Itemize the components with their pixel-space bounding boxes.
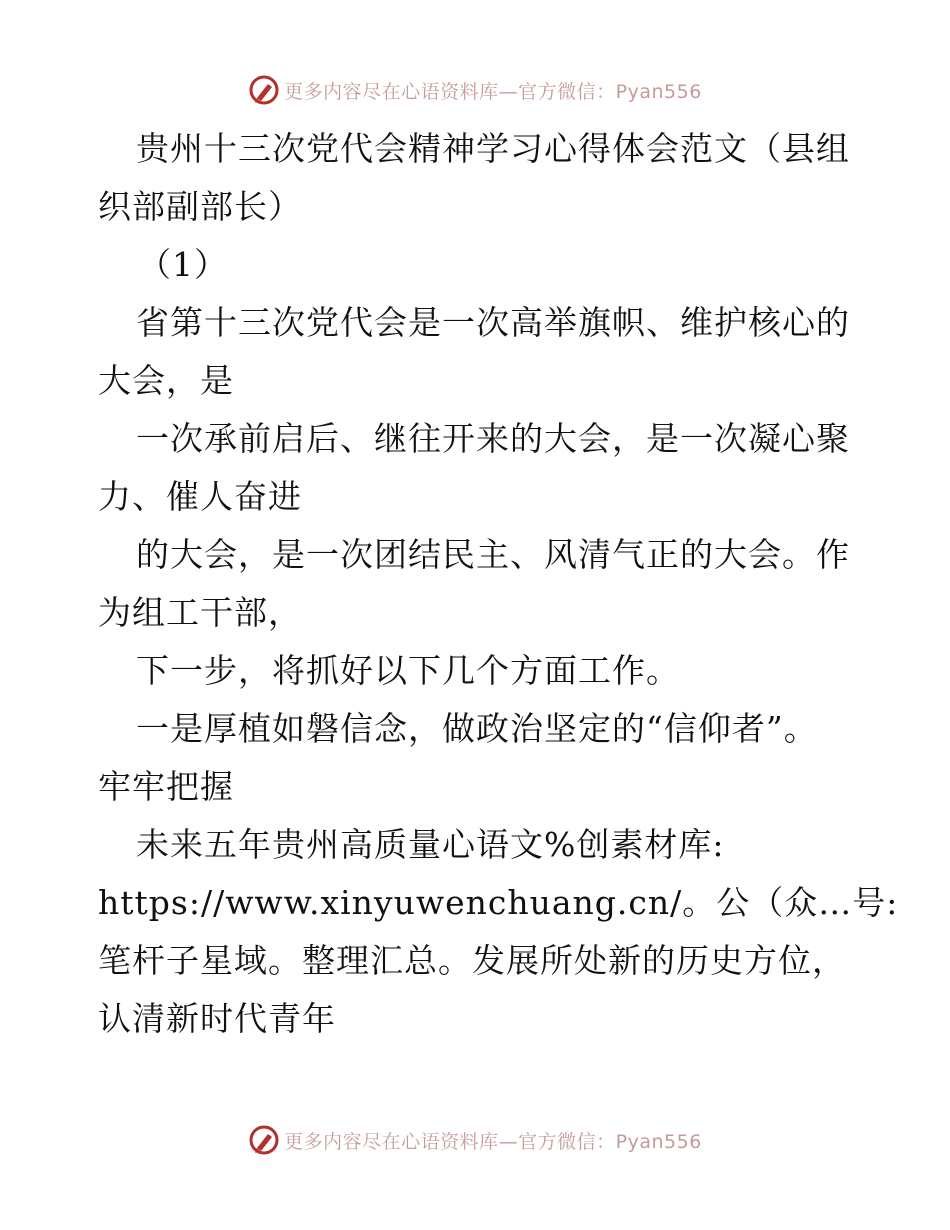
paragraph-line: 未来五年贵州高质量心语文%创素材库:	[136, 825, 725, 864]
paragraph-line: 一是厚植如磐信念，做政治坚定的“信仰者”。	[136, 709, 818, 748]
footer-banner	[0, 1120, 950, 1160]
title-line-2: 织部副部长）	[98, 187, 302, 226]
paragraph-line: 为组工干部，	[98, 593, 302, 632]
paragraph-line: 省第十三次党代会是一次高举旗帜、维护核心的	[136, 303, 850, 342]
pen-logo-icon	[248, 1124, 280, 1156]
paragraph-line: 大会，是	[98, 361, 234, 400]
header-text: 更多内容尽在心语资料库—官方微信：Pyan556	[284, 80, 702, 103]
section-number: （1）	[138, 245, 228, 284]
paragraph-line: 力、催人奋进	[98, 477, 302, 516]
paragraph-line: 一次承前启后、继往开来的大会，是一次凝心聚	[136, 419, 850, 458]
footer-text: 更多内容尽在心语资料库—官方微信：Pyan556	[284, 1130, 702, 1153]
paragraph-line: 下一步，将抓好以下几个方面工作。	[136, 651, 680, 690]
url-line: https://www.xinyuwenchuang.cn/。公（众…号:	[98, 883, 899, 922]
paragraph-line: 牢牢把握	[98, 767, 234, 806]
paragraph-line: 认清新时代青年	[98, 999, 336, 1038]
title-line-1: 贵州十三次党代会精神学习心得体会范文（县组	[136, 129, 850, 168]
document-body	[98, 120, 899, 1048]
paragraph-line: 笔杆子星域。整理汇总。发展所处新的历史方位，	[98, 941, 846, 980]
pen-logo-icon	[248, 74, 280, 106]
header-banner	[0, 70, 950, 110]
paragraph-line: 的大会，是一次团结民主、风清气正的大会。作	[136, 535, 850, 574]
